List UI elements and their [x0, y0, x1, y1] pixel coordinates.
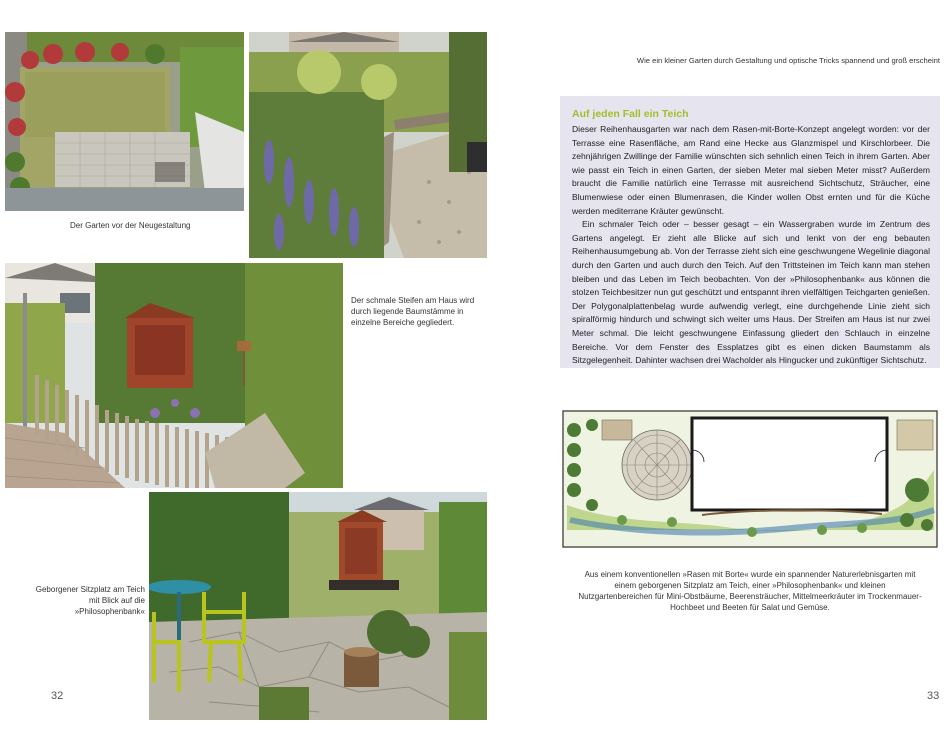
caption-seating-area: Geborgener Sitzplatz am Teich mit Blick auf die »Philosophenbank«: [35, 585, 145, 616]
plan-caption: Aus einem konventionellen »Rasen mit Borte« wurde ein spannender Naturerlebnisgarten mit einem geborgenen Sitzplatz am Teich, einer »Philosophenbank« und kleinen Nutzgartenbereichen für Mini-Obstbäume, Beerensträucher, Mittelmeerkräuter im Trockenmauer-Hochbeet und Beeten für Salat und Gemüse.: [578, 570, 922, 612]
photo-gravel-path: [249, 32, 487, 258]
garden-plan-drawing: [562, 410, 938, 548]
text-box-teich: [560, 96, 940, 368]
box-paragraph-2: Ein schmaler Teich oder – besser gesagt – ein Wassergraben wurde im Zentrum des Gartens angelegt. Er zieht alle Blicke auf sich und lenkt von der eng bebauten Reihenhausumgebung ab. Von der Terrasse zieht sich eine geschwungene Wegelinie diagonal durch den Garten und auch durch den Teich. Auf den Trittsteinen im Teich kann man stehen bleiben und das Leben im Teich beobachten. Von der »Philosophenbank« aus können die stolzen Teichbesitzer nun gut geschützt und entspannt ihren vielfältigen Teichgarten genießen. Der Polygonalplattenbelag wurde aufwendig verlegt, eine durchgehende Linie zieht sich spiralförmig hindurch und schwingt sich weiter ums Haus. Der Streifen am Haus ist nur zwei Meter schmal. Die leicht geschwungene Einfassung gliedert den Schlauch in einzelne Bereiche. Vor dem Fenster des Essplatzes gibt es einen dicken Baumstamm als Sitzgelegenheit. Dahinter wachsen drei Wacholder als Hingucker und zukünftiger Sichtschutz.: [572, 219, 930, 366]
photo-narrow-strip: [5, 263, 343, 488]
photo-seating-area: [149, 492, 487, 720]
box-paragraph-1: Dieser Reihenhausgarten war nach dem Rasen-mit-Borte-Konzept angelegt worden: vor der Terrasse eine Rasenfläche, am Rand eine Hecke aus Glanzmispel und Kirschlorbeer. Die zehnjährigen Zwillinge der Familie wünschten sich sehnlich einen Teich in ihrem Garten. Aber wie passt ein Teich in einen Garten, der sieben Meter mal sieben Meter misst? Außerdem braucht die Familie natürlich eine Terrasse mit ausreichend Sichtschutz, Sträucher, eine Blumenwiese oder einen Blumenrasen, die Kinder wollen Obst ernten und für die Küche werden mediterrane Kräuter gewünscht.: [572, 124, 930, 216]
page-number-left: 32: [51, 690, 64, 702]
running-head: Wie ein kleiner Garten durch Gestaltung und optische Tricks spannend und groß erscheint: [636, 56, 940, 65]
page-number-right: 33: [927, 690, 940, 702]
caption-narrow-strip: Der schmale Steifen am Haus wird durch liegende Baumstämme in einzelne Bereiche gegliedert.: [351, 296, 475, 327]
box-title: Auf jeden Fall ein Teich: [572, 108, 689, 120]
caption-garden-before: Der Garten vor der Neugestaltung: [70, 221, 191, 230]
photo-garden-before: [5, 32, 244, 211]
